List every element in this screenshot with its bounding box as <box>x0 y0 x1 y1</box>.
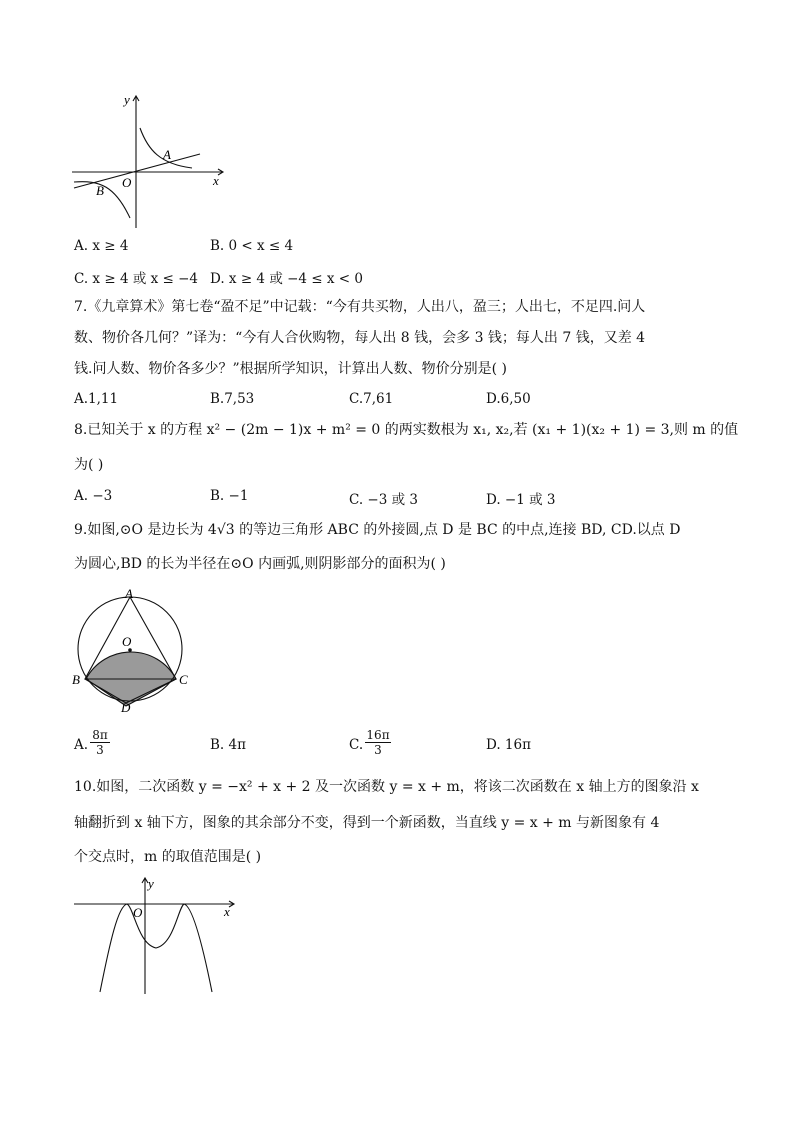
q9-label-a: A <box>125 586 133 601</box>
q10-x-label: x <box>224 904 230 919</box>
q10-figure <box>66 872 241 997</box>
q6-option-a: A. x ≥ 4 <box>74 238 129 254</box>
q9-line-2: 为圆心,BD 的长为半径在⊙O 内画弧,则阴影部分的面积为( ) <box>74 556 446 572</box>
q9-option-c-label: C. <box>349 737 364 753</box>
q6-y-label: y <box>124 92 130 107</box>
q10-line-2: 轴翻折到 x 轴下方，图象的其余部分不变，得到一个新函数，当直线 y = x + m 与新图象有 4 <box>74 815 660 831</box>
q10-curve <box>100 904 212 992</box>
q6-option-b: B. 0 < x ≤ 4 <box>210 238 294 254</box>
q9-option-a-fraction <box>90 728 110 757</box>
q7-line-2: 数、物价各几何？”译为：“今有人合伙购物，每人出 8 钱，会多 3 钱；每人出 7 钱，又差 4 <box>74 330 646 346</box>
q6-point-b: B <box>96 183 104 198</box>
q7-option-d: D.6,50 <box>486 391 531 407</box>
q9-label-b: B <box>72 672 80 687</box>
q6-figure <box>60 88 235 233</box>
q8-line-2: 为( ) <box>74 457 104 473</box>
q9-option-c-den: 3 <box>374 743 382 757</box>
q9-option-a-label: A. <box>74 737 89 753</box>
q7-option-b: B.7,53 <box>210 391 255 407</box>
q8-option-b: B. −1 <box>210 488 249 504</box>
q9-option-c-fraction <box>365 728 391 757</box>
q6-x-label: x <box>213 173 219 188</box>
q6-point-a: A <box>163 147 171 162</box>
q8-option-a: A. −3 <box>74 488 113 504</box>
q6-option-c: C. x ≥ 4 或 x ≤ −4 <box>74 271 199 287</box>
q6-option-d: D. x ≥ 4 或 −4 ≤ x < 0 <box>210 271 363 287</box>
q10-line-3: 个交点时，m 的取值范围是( ) <box>74 849 262 865</box>
q8-option-d: D. −1 或 3 <box>486 492 556 508</box>
q8-option-c: C. −3 或 3 <box>349 492 419 508</box>
q7-option-c: C.7,61 <box>349 391 394 407</box>
q9-label-c: C <box>179 672 188 687</box>
q9-option-a-num: 8π <box>90 728 110 743</box>
q9-option-d: D. 16π <box>486 737 531 753</box>
q9-figure <box>66 584 196 716</box>
q9-label-o: O <box>122 634 132 649</box>
q9-option-c-num: 16π <box>366 728 390 742</box>
q10-line-1: 10.如图，二次函数 y = −x² + x + 2 及一次函数 y = x + m，将该二次函数在 x 轴上方的图象沿 x <box>74 779 699 795</box>
q9-label-d: D <box>121 700 131 715</box>
q9-line-1: 9.如图,⊙O 是边长为 4√3 的等边三角形 ABC 的外接圆,点 D 是 BC 的中点,连接 BD, CD.以点 D <box>74 522 681 538</box>
q9-option-a-den: 3 <box>96 743 104 757</box>
q6-origin: O <box>122 175 132 190</box>
q10-y-label: y <box>148 876 154 891</box>
q8-line-1: 8.已知关于 x 的方程 x² − (2m − 1)x + m² = 0 的两实数根为 x₁, x₂,若 (x₁ + 1)(x₂ + 1) = 3,则 m 的值 <box>74 422 739 438</box>
q7-line-3: 钱.问人数、物价各多少？”根据所学知识，计算出人数、物价分别是( ) <box>74 361 507 377</box>
q7-line-1: 7.《九章算术》第七卷“盈不足”中记载：“今有共买物，人出八，盈三；人出七，不足四.问人 <box>74 299 646 315</box>
q10-origin: O <box>133 905 143 920</box>
q7-option-a: A.1,11 <box>74 391 119 407</box>
q9-option-b: B. 4π <box>210 737 246 753</box>
